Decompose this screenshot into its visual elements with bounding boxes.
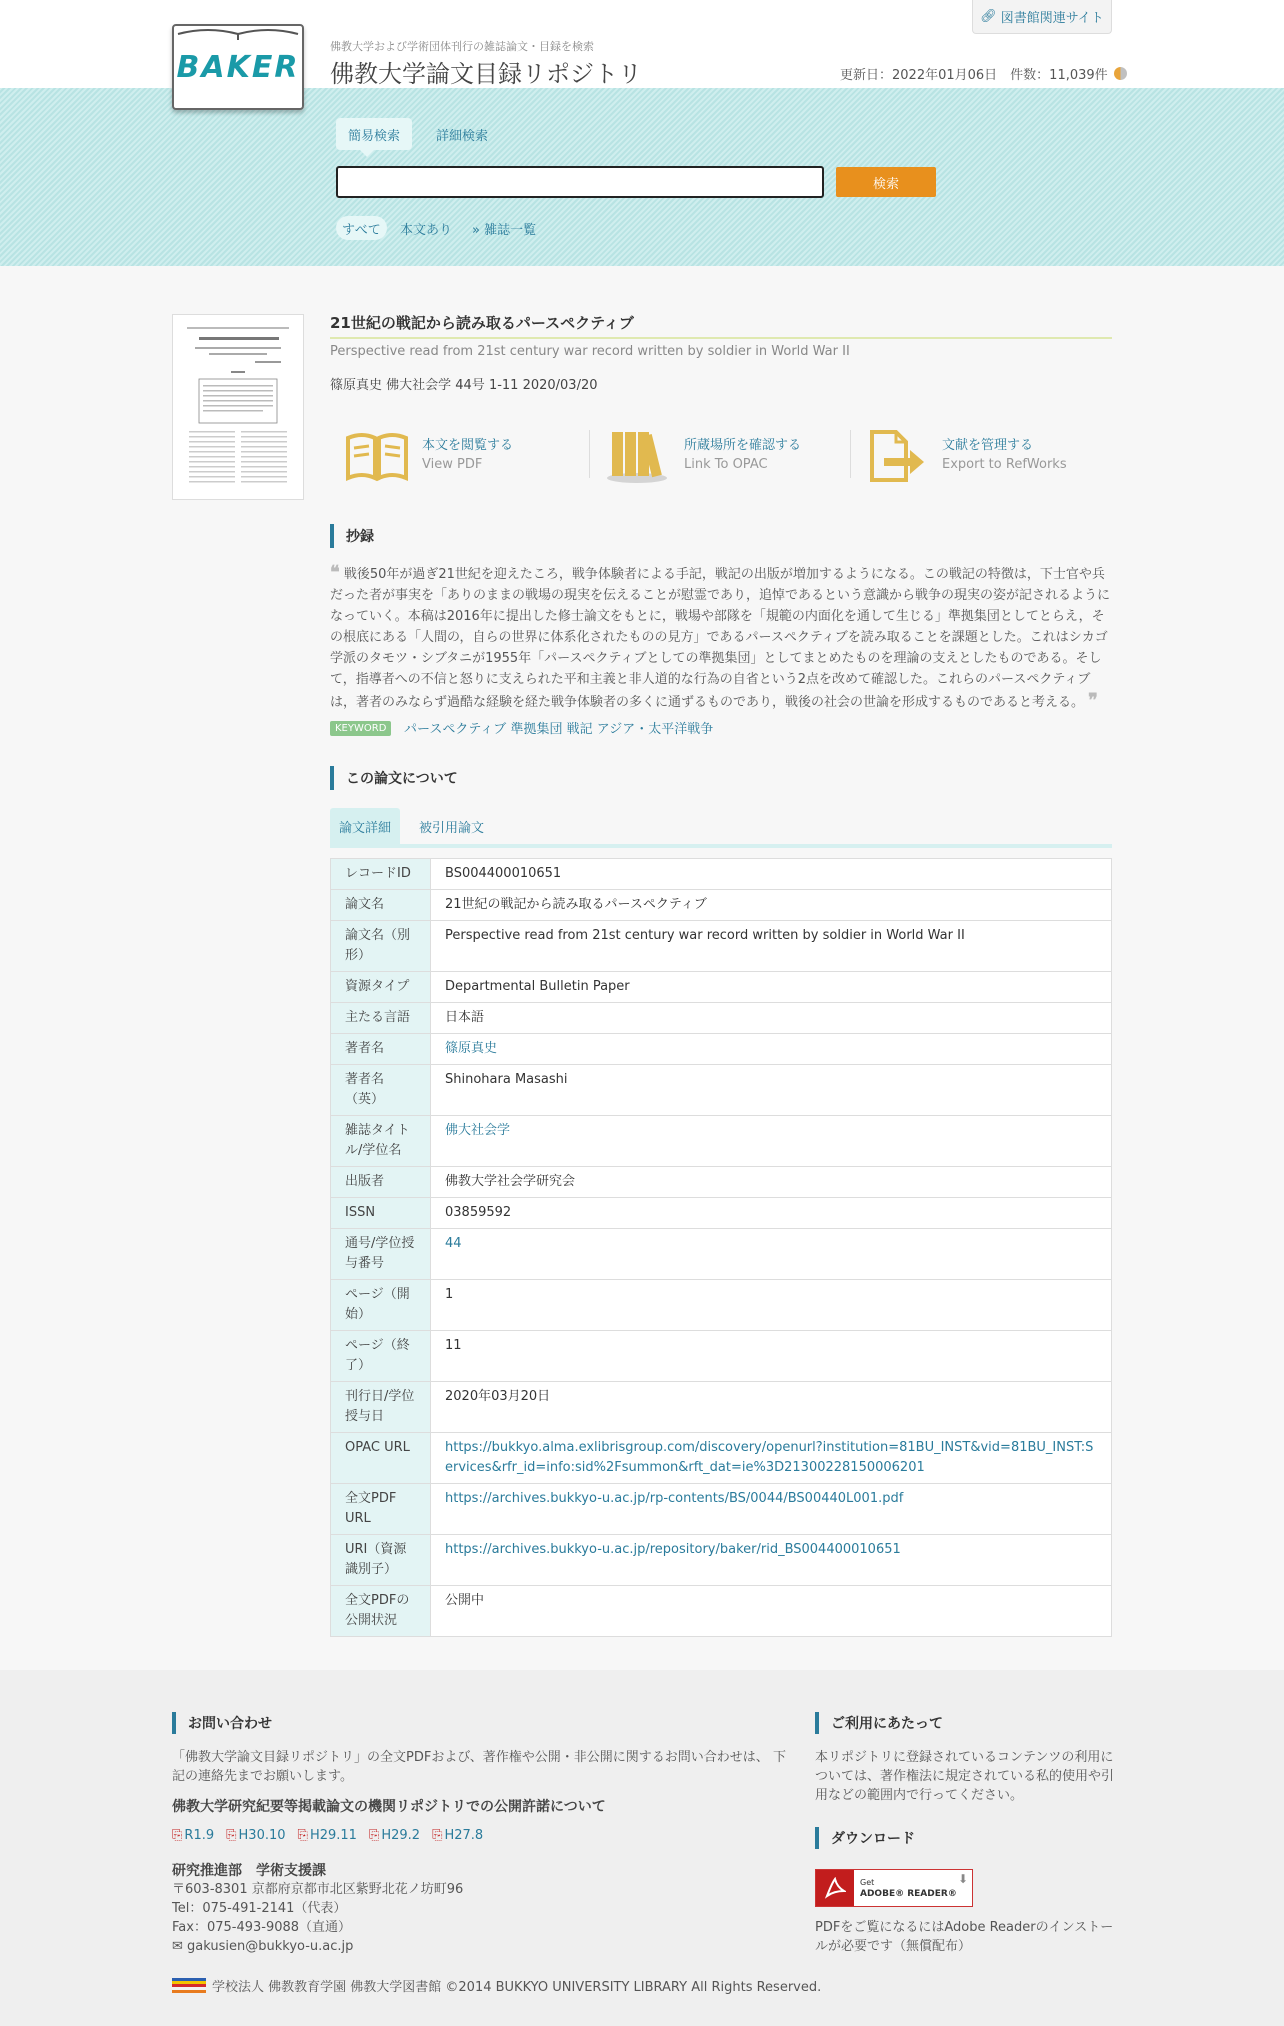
pdf-link[interactable] bbox=[369, 1828, 420, 1843]
title-divider bbox=[330, 337, 1112, 339]
view-pdf-sub: View PDF bbox=[422, 457, 483, 472]
open-book-icon bbox=[342, 428, 412, 484]
detail-value: Shinohara Masashi bbox=[445, 1072, 568, 1087]
opac-sub: Link To OPAC bbox=[684, 457, 768, 472]
keyword-link[interactable]: 準拠集団 bbox=[510, 722, 563, 737]
filter-journal-list[interactable]: » 雑誌一覧 bbox=[472, 222, 537, 238]
tab-cited-papers[interactable]: 被引用論文 bbox=[419, 820, 485, 836]
pdf-link-label: H29.2 bbox=[381, 1828, 421, 1843]
detail-value: 公開中 bbox=[445, 1593, 485, 1608]
detail-row bbox=[331, 1229, 1112, 1280]
detail-value-cell bbox=[431, 890, 1112, 921]
opac-action[interactable] bbox=[604, 424, 844, 480]
search-button[interactable]: 検索 bbox=[836, 167, 936, 197]
copyright-text: 学校法人 佛教教育学園 佛教大学図書館 ©2014 BUKKYO UNIVERSITY LIBRARY All Rights Reserved. bbox=[212, 1980, 822, 1995]
university-flag-icon bbox=[172, 1978, 206, 1994]
about-heading: この論文について bbox=[330, 766, 458, 790]
detail-value-cell bbox=[431, 1484, 1112, 1535]
get-adobe-reader-button[interactable] bbox=[815, 1869, 973, 1907]
update-info bbox=[840, 64, 1127, 83]
abstract bbox=[330, 562, 1114, 713]
article-title: 21世紀の戦記から読み取るパースペクティブ bbox=[330, 314, 634, 332]
keyword-list bbox=[404, 718, 713, 737]
view-pdf-action[interactable] bbox=[342, 424, 582, 480]
pdf-link[interactable] bbox=[298, 1828, 357, 1843]
detail-value: 佛教大学社会学研究会 bbox=[445, 1174, 576, 1189]
detail-value-cell bbox=[431, 1331, 1112, 1382]
postal-address: 〒603-8301 京都府京都市北区紫野北花ノ坊町96 bbox=[172, 1882, 464, 1897]
envelope-icon: ✉ bbox=[172, 1939, 183, 1954]
detail-value: 2020年03月20日 bbox=[445, 1389, 551, 1404]
email-link[interactable]: gakusien@bukkyo-u.ac.jp bbox=[187, 1939, 354, 1954]
pdf-link-label: H27.8 bbox=[444, 1828, 484, 1843]
pdf-link[interactable] bbox=[172, 1828, 214, 1843]
detail-value-cell bbox=[431, 1116, 1112, 1167]
library-sites-link[interactable] bbox=[972, 0, 1112, 34]
usage-heading: ご利用にあたって bbox=[815, 1712, 943, 1734]
detail-label: ページ（開始） bbox=[331, 1280, 431, 1331]
detail-row bbox=[331, 1198, 1112, 1229]
detail-label: 論文名（別形） bbox=[331, 921, 431, 972]
pdf-link[interactable] bbox=[432, 1828, 483, 1843]
pdf-link-label: H29.11 bbox=[309, 1828, 357, 1843]
logo-text: BAKER bbox=[176, 49, 300, 85]
detail-value-cell bbox=[431, 1034, 1112, 1065]
download-arrow-icon: ⬇ bbox=[957, 1872, 968, 1886]
download-text: PDFをご覧になるにはAdobe Readerのインストールが必要です（無償配布） bbox=[815, 1920, 1114, 1954]
pdf-icon: ⎘ bbox=[226, 1828, 237, 1843]
detail-row bbox=[331, 1065, 1112, 1116]
site-logo[interactable] bbox=[172, 24, 304, 110]
pdf-link-list bbox=[172, 1828, 483, 1843]
detail-label: ページ（終了） bbox=[331, 1331, 431, 1382]
detail-row bbox=[331, 1382, 1112, 1433]
detail-row bbox=[331, 1484, 1112, 1535]
detail-value-cell bbox=[431, 921, 1112, 972]
usage-text: 本リポジトリに登録されているコンテンツの利用については、著作権法に規定されている私的使用や引用などの範囲内で行ってください。 bbox=[815, 1750, 1115, 1803]
detail-value-cell bbox=[431, 1535, 1112, 1586]
detail-value-link[interactable]: 佛大社会学 bbox=[445, 1123, 511, 1138]
download-heading: ダウンロード bbox=[815, 1827, 915, 1849]
detail-label: 全文PDF URL bbox=[331, 1484, 431, 1535]
pdf-icon: ⎘ bbox=[172, 1828, 183, 1843]
detail-label: 主たる言語 bbox=[331, 1003, 431, 1034]
contact-text: 「佛教大学論文目録リポジトリ」の全文PDFおよび、著作権や公開・非公開に関するお問い合わせは、 下記の連絡先までお願いします。 bbox=[172, 1750, 786, 1784]
permission-heading: 佛教大学研究紀要等掲載論文の機関リポジトリでの公開許諾について bbox=[172, 1799, 606, 1815]
detail-row bbox=[331, 1280, 1112, 1331]
open-quote-icon: ❝ bbox=[330, 562, 340, 583]
article-subtitle: Perspective read from 21st century war record written by soldier in World War II bbox=[330, 344, 850, 359]
article-meta: 篠原真史 佛大社会学 44号 1-11 2020/03/20 bbox=[330, 378, 598, 393]
view-pdf-label: 本文を閲覧する bbox=[422, 438, 514, 453]
detail-value-cell bbox=[431, 1586, 1112, 1637]
tab-simple-search[interactable]: 簡易検索 bbox=[336, 118, 412, 150]
detail-row bbox=[331, 972, 1112, 1003]
header bbox=[0, 0, 1284, 88]
contact-address bbox=[172, 1880, 463, 1956]
tab-advanced-search[interactable]: 詳細検索 bbox=[436, 128, 489, 144]
contact-heading: お問い合わせ bbox=[172, 1712, 272, 1734]
detail-row bbox=[331, 1034, 1112, 1065]
detail-value-link[interactable]: 篠原真史 bbox=[445, 1041, 498, 1056]
detail-table bbox=[330, 858, 1112, 1637]
email bbox=[172, 1937, 463, 1956]
export-sub: Export to RefWorks bbox=[942, 457, 1067, 472]
detail-label: レコードID bbox=[331, 859, 431, 890]
tab-paper-details[interactable]: 論文詳細 bbox=[330, 808, 400, 844]
detail-value-cell bbox=[431, 1167, 1112, 1198]
detail-label: URI（資源識別子） bbox=[331, 1535, 431, 1586]
action-divider bbox=[589, 430, 590, 478]
detail-row bbox=[331, 1586, 1112, 1637]
thumbnail-page bbox=[185, 325, 291, 489]
keyword-badge: KEYWORD bbox=[330, 721, 391, 736]
adobe-get-label: Get bbox=[860, 1877, 875, 1887]
detail-value-cell bbox=[431, 1382, 1112, 1433]
bookshelf-icon bbox=[604, 428, 674, 484]
detail-row bbox=[331, 1116, 1112, 1167]
filter-all[interactable]: すべて bbox=[336, 216, 387, 240]
abstract-heading: 抄録 bbox=[330, 524, 374, 548]
detail-row bbox=[331, 1535, 1112, 1586]
detail-label: 論文名 bbox=[331, 890, 431, 921]
detail-value-link[interactable]: 44 bbox=[445, 1236, 462, 1251]
action-divider bbox=[850, 430, 851, 478]
update-info-text: 更新日：2022年01月06日 件数：11,039件 bbox=[840, 68, 1108, 83]
pdf-icon: ⎘ bbox=[297, 1828, 308, 1843]
detail-value-link[interactable]: https://bukkyo.alma.exlibrisgroup.com/discovery/openurl?institution=81BU_INST&vid=81BU_INST:Services&rfr_id=info:sid%2Fsummon&rft_dat=ie%3D21300228150006201 bbox=[445, 1440, 1094, 1475]
search-band bbox=[0, 88, 1284, 266]
detail-label: 全文PDFの公開状況 bbox=[331, 1586, 431, 1637]
detail-value: 日本語 bbox=[445, 1010, 485, 1025]
detail-value-cell bbox=[431, 1280, 1112, 1331]
export-label: 文献を管理する bbox=[942, 438, 1034, 453]
keyword-link[interactable]: パースペクティブ bbox=[404, 722, 507, 737]
detail-value: Perspective read from 21st century war record written by soldier in World War II bbox=[445, 928, 965, 943]
phone: Tel：075-491-2141（代表） bbox=[172, 1901, 347, 1916]
export-refworks-action[interactable] bbox=[862, 424, 1102, 480]
export-document-icon bbox=[862, 428, 932, 484]
detail-row bbox=[331, 1433, 1112, 1484]
detail-row bbox=[331, 859, 1112, 890]
pdf-link-label: R1.9 bbox=[184, 1828, 215, 1843]
opac-label: 所蔵場所を確認する bbox=[684, 438, 802, 453]
detail-tabs bbox=[330, 808, 1112, 848]
pdf-link[interactable] bbox=[226, 1828, 285, 1843]
detail-value-cell bbox=[431, 1433, 1112, 1484]
adobe-reader-text bbox=[854, 1877, 972, 1900]
detail-value-cell bbox=[431, 1229, 1112, 1280]
detail-value-link[interactable]: https://archives.bukkyo-u.ac.jp/repository/baker/rid_BS004400010651 bbox=[445, 1542, 901, 1557]
pdf-link-label: H30.10 bbox=[238, 1828, 286, 1843]
detail-label: 著者名（英） bbox=[331, 1065, 431, 1116]
detail-label: 雑誌タイトル/学位名 bbox=[331, 1116, 431, 1167]
site-subtitle: 佛教大学および学術団体刊行の雑誌論文・目録を検索 bbox=[330, 40, 594, 53]
detail-value-cell bbox=[431, 1003, 1112, 1034]
abstract-text: 戦後50年が過ぎ21世紀を迎えたころ，戦争体験者による手記，戦記の出版が増加するようになる。この戦記の特徴は，下士官や兵だった者が事実を「ありのままの戦場の現実を伝えることが慰霊であり，追悼であるという意識から戦争の現実の姿が記されるようになっていく。本稿は2016年に提出した修士論文をもとに，戦場や部隊を「規範の内面化を通して生じる」準拠集団としてとらえ，その根底にある「人間の，自らの世界に体系化されたものの見方」であるパースペクティブを読み取ることを課題とした。これはシカゴ学派のタモツ・シブタニが1955年「パースペクティブとしての準拠集団」としてまとめたものを理論の支えとしたものである。そして，指導者への不信と怒りに支えられた平和主義と非人道的な行為の自省という2点を改めて確認した。これらのパースペクティブは，著者のみならず過酷な経験を経た戦争体験者の多くに通ずるものであり，戦後の社会の世論を形成するものであると考える。 bbox=[330, 567, 1111, 710]
detail-row bbox=[331, 1003, 1112, 1034]
filter-fulltext[interactable]: 本文あり bbox=[400, 222, 453, 238]
detail-value: Departmental Bulletin Paper bbox=[445, 979, 630, 994]
detail-label: 出版者 bbox=[331, 1167, 431, 1198]
detail-value: 11 bbox=[445, 1338, 462, 1353]
adobe-reader-icon bbox=[816, 1870, 854, 1906]
fax: Fax：075-493-9088（直通） bbox=[172, 1920, 352, 1935]
site-title[interactable]: 佛教大学論文目録リポジトリ bbox=[330, 60, 642, 88]
detail-value: 1 bbox=[445, 1287, 454, 1302]
detail-value-cell bbox=[431, 1198, 1112, 1229]
link-icon: 🔗︎ bbox=[980, 9, 997, 24]
pdf-thumbnail[interactable] bbox=[172, 314, 304, 500]
adobe-reader-label: ADOBE® READER® bbox=[860, 1888, 957, 1899]
detail-label: OPAC URL bbox=[331, 1433, 431, 1484]
detail-label: ISSN bbox=[331, 1198, 431, 1229]
detail-value: 21世紀の戦記から読み取るパースペクティブ bbox=[445, 897, 707, 912]
detail-value-cell bbox=[431, 859, 1112, 890]
detail-row bbox=[331, 1167, 1112, 1198]
detail-label: 資源タイプ bbox=[331, 972, 431, 1003]
detail-row bbox=[331, 890, 1112, 921]
info-icon[interactable] bbox=[1114, 67, 1127, 80]
detail-value: 03859592 bbox=[445, 1205, 512, 1220]
pdf-icon: ⎘ bbox=[432, 1828, 443, 1843]
copyright bbox=[172, 1976, 821, 1995]
detail-row bbox=[331, 921, 1112, 972]
detail-label: 刊行日/学位授与日 bbox=[331, 1382, 431, 1433]
pdf-icon: ⎘ bbox=[368, 1828, 380, 1843]
close-quote-icon: ❞ bbox=[1088, 690, 1098, 711]
detail-label: 著者名 bbox=[331, 1034, 431, 1065]
detail-value-link[interactable]: https://archives.bukkyo-u.ac.jp/rp-contents/BS/0044/BS00440L001.pdf bbox=[445, 1491, 904, 1506]
detail-row bbox=[331, 1331, 1112, 1382]
keyword-link[interactable]: 戦記 bbox=[566, 722, 593, 737]
detail-value-cell bbox=[431, 972, 1112, 1003]
keyword-link[interactable]: アジア・太平洋戦争 bbox=[596, 722, 714, 737]
library-sites-label: 図書館関連サイト bbox=[1000, 11, 1104, 26]
detail-value-cell bbox=[431, 1065, 1112, 1116]
detail-label: 通号/学位授与番号 bbox=[331, 1229, 431, 1280]
search-input[interactable] bbox=[336, 166, 824, 198]
detail-value: BS004400010651 bbox=[445, 866, 562, 881]
department-name: 研究推進部 学術支援課 bbox=[172, 1863, 326, 1879]
